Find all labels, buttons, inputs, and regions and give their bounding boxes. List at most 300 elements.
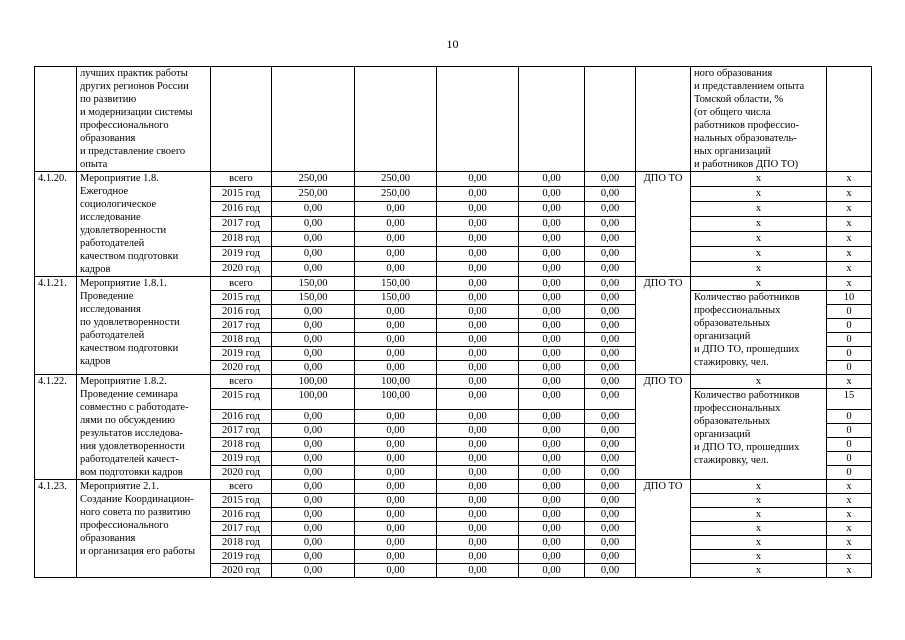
value-other: 0,00: [585, 536, 636, 550]
value-federal: 100,00: [355, 389, 437, 410]
block-name-line: совместно с работодате-: [80, 402, 189, 413]
continuation-indicator: [691, 67, 827, 172]
value-federal: 0,00: [355, 424, 437, 438]
value-other: 0,00: [585, 361, 636, 375]
year-cell: 2016 год: [211, 508, 272, 522]
value-regional: 0,00: [437, 347, 519, 361]
value-federal: 0,00: [355, 522, 437, 536]
continuation-row: [35, 67, 872, 172]
value-local: 0,00: [519, 389, 585, 410]
value-regional: 0,00: [437, 305, 519, 319]
value-other: 0,00: [585, 438, 636, 452]
value-federal: 150,00: [355, 291, 437, 305]
value-regional: 0,00: [437, 438, 519, 452]
indicator-value: 0: [827, 347, 872, 361]
block-number: 4.1.21.: [35, 277, 77, 375]
value-federal: 0,00: [355, 508, 437, 522]
executor-cell: ДПО ТО: [636, 277, 691, 375]
value-total: 0,00: [272, 550, 355, 564]
value-local: 0,00: [519, 536, 585, 550]
value-local: 0,00: [519, 319, 585, 333]
value-federal: 0,00: [355, 262, 437, 277]
block-name-line: Создание Координацион-: [80, 494, 194, 505]
block-name-line: результатов исследова-: [80, 428, 184, 439]
value-total: 0,00: [272, 319, 355, 333]
continuation-cell: [585, 67, 636, 172]
indicator-line: стажировку, чел.: [694, 357, 769, 368]
year-cell: 2018 год: [211, 536, 272, 550]
value-total: 0,00: [272, 361, 355, 375]
value-local: 0,00: [519, 361, 585, 375]
indicator-cell: x: [691, 564, 827, 578]
indicator-value: x: [827, 480, 872, 494]
value-other: 0,00: [585, 466, 636, 480]
indicator-line: Количество работников: [694, 292, 800, 303]
value-local: 0,00: [519, 508, 585, 522]
indicator-value: 0: [827, 452, 872, 466]
year-cell: 2016 год: [211, 410, 272, 424]
value-federal: 0,00: [355, 410, 437, 424]
indicator-value: x: [827, 247, 872, 262]
continuation-name-line: лучших практик работы: [80, 68, 188, 79]
year-cell: всего: [211, 277, 272, 291]
indicator-cell: x: [691, 172, 827, 187]
value-total: 0,00: [272, 564, 355, 578]
value-local: 0,00: [519, 277, 585, 291]
table-row: [35, 480, 872, 494]
value-regional: 0,00: [437, 202, 519, 217]
indicator-value: x: [827, 262, 872, 277]
indicator-cell: x: [691, 494, 827, 508]
year-cell: всего: [211, 172, 272, 187]
continuation-name-line: образования: [80, 133, 136, 144]
value-total: 0,00: [272, 522, 355, 536]
block-name-line: качеством подготовки: [80, 343, 179, 354]
indicator-line: и ДПО ТО, прошедших: [694, 344, 800, 355]
value-total: 150,00: [272, 277, 355, 291]
value-other: 0,00: [585, 319, 636, 333]
year-cell: 2017 год: [211, 217, 272, 232]
continuation-cell: [437, 67, 519, 172]
indicator-cell: x: [691, 247, 827, 262]
value-local: 0,00: [519, 564, 585, 578]
executor-cell: ДПО ТО: [636, 480, 691, 578]
continuation-indicator-line: Томской области, %: [694, 94, 784, 105]
continuation-indicator-line: ного образования: [694, 68, 773, 79]
year-cell: 2017 год: [211, 319, 272, 333]
indicator-value: 0: [827, 466, 872, 480]
indicator-value: 0: [827, 319, 872, 333]
value-regional: 0,00: [437, 172, 519, 187]
continuation-cell: [827, 67, 872, 172]
value-local: 0,00: [519, 424, 585, 438]
program-table: [34, 66, 872, 578]
year-cell: 2019 год: [211, 550, 272, 564]
block-name: [77, 277, 211, 375]
continuation-num: [35, 67, 77, 172]
block-name-line: вом подготовки кадров: [80, 467, 183, 478]
value-other: 0,00: [585, 187, 636, 202]
indicator-cell: x: [691, 187, 827, 202]
value-local: 0,00: [519, 410, 585, 424]
executor-cell: ДПО ТО: [636, 375, 691, 480]
value-total: 0,00: [272, 262, 355, 277]
year-cell: 2018 год: [211, 232, 272, 247]
block-name-line: лями по обсуждению: [80, 415, 176, 426]
value-other: 0,00: [585, 452, 636, 466]
indicator-value: 0: [827, 361, 872, 375]
indicator-value: x: [827, 172, 872, 187]
value-local: 0,00: [519, 452, 585, 466]
value-regional: 0,00: [437, 217, 519, 232]
table-body: [35, 67, 872, 578]
value-other: 0,00: [585, 262, 636, 277]
year-cell: 2020 год: [211, 564, 272, 578]
value-other: 0,00: [585, 172, 636, 187]
value-total: 0,00: [272, 217, 355, 232]
value-federal: 0,00: [355, 536, 437, 550]
continuation-cell: [636, 67, 691, 172]
value-local: 0,00: [519, 438, 585, 452]
value-local: 0,00: [519, 550, 585, 564]
year-cell: 2020 год: [211, 466, 272, 480]
indicator-line: организаций: [694, 429, 751, 440]
block-name-line: Мероприятие 1.8.2.: [80, 376, 167, 387]
value-total: 150,00: [272, 291, 355, 305]
indicator-value: x: [827, 232, 872, 247]
value-total: 0,00: [272, 347, 355, 361]
indicator-value: 10: [827, 291, 872, 305]
value-federal: 150,00: [355, 277, 437, 291]
block-name-line: Мероприятие 1.8.: [80, 173, 159, 184]
value-regional: 0,00: [437, 508, 519, 522]
continuation-name-line: и модернизации системы: [80, 107, 193, 118]
value-local: 0,00: [519, 291, 585, 305]
value-local: 0,00: [519, 333, 585, 347]
value-federal: 0,00: [355, 494, 437, 508]
indicator-value: 0: [827, 438, 872, 452]
year-cell: 2015 год: [211, 494, 272, 508]
indicator-value: x: [827, 187, 872, 202]
year-cell: 2019 год: [211, 247, 272, 262]
indicator-cell: x: [691, 536, 827, 550]
year-cell: 2019 год: [211, 452, 272, 466]
indicator-value: x: [827, 536, 872, 550]
continuation-cell: [519, 67, 585, 172]
value-total: 250,00: [272, 187, 355, 202]
indicator-cell: x: [691, 217, 827, 232]
value-regional: 0,00: [437, 375, 519, 389]
continuation-name-line: и представление своего: [80, 146, 186, 157]
block-name: [77, 480, 211, 578]
indicator-value: x: [827, 522, 872, 536]
value-other: 0,00: [585, 333, 636, 347]
indicator-line: образовательных: [694, 318, 771, 329]
value-other: 0,00: [585, 375, 636, 389]
value-total: 100,00: [272, 389, 355, 410]
value-other: 0,00: [585, 347, 636, 361]
value-federal: 0,00: [355, 438, 437, 452]
block-number: 4.1.23.: [35, 480, 77, 578]
block-name: [77, 375, 211, 480]
value-total: 100,00: [272, 375, 355, 389]
value-other: 0,00: [585, 424, 636, 438]
value-total: 250,00: [272, 172, 355, 187]
value-other: 0,00: [585, 508, 636, 522]
value-regional: 0,00: [437, 319, 519, 333]
value-total: 0,00: [272, 480, 355, 494]
indicator-line: профессиональных: [694, 305, 781, 316]
value-regional: 0,00: [437, 187, 519, 202]
value-federal: 0,00: [355, 550, 437, 564]
value-federal: 0,00: [355, 217, 437, 232]
year-cell: 2015 год: [211, 389, 272, 410]
year-cell: 2017 год: [211, 522, 272, 536]
indicator-value: x: [827, 564, 872, 578]
value-other: 0,00: [585, 410, 636, 424]
indicator-value: x: [827, 550, 872, 564]
year-cell: 2019 год: [211, 347, 272, 361]
block-name-line: Мероприятие 1.8.1.: [80, 278, 167, 289]
continuation-name-line: по развитию: [80, 94, 137, 105]
indicator-value: 0: [827, 410, 872, 424]
value-regional: 0,00: [437, 232, 519, 247]
value-federal: 0,00: [355, 232, 437, 247]
value-total: 0,00: [272, 305, 355, 319]
value-federal: 0,00: [355, 202, 437, 217]
value-federal: 0,00: [355, 466, 437, 480]
indicator-cell: x: [691, 522, 827, 536]
value-regional: 0,00: [437, 536, 519, 550]
year-cell: всего: [211, 480, 272, 494]
indicator-cell: x: [691, 262, 827, 277]
indicator-value: 0: [827, 333, 872, 347]
value-federal: 0,00: [355, 333, 437, 347]
indicator-line: организаций: [694, 331, 751, 342]
value-federal: 250,00: [355, 172, 437, 187]
value-regional: 0,00: [437, 550, 519, 564]
continuation-name-line: профессионального: [80, 120, 169, 131]
value-local: 0,00: [519, 217, 585, 232]
value-total: 0,00: [272, 410, 355, 424]
table-row: [35, 277, 872, 291]
indicator-cell: x: [691, 375, 827, 389]
indicator-value: x: [827, 217, 872, 232]
value-other: 0,00: [585, 291, 636, 305]
block-name-line: работодателей: [80, 238, 145, 249]
block-name-line: качеством подготовки: [80, 251, 179, 262]
value-regional: 0,00: [437, 410, 519, 424]
value-other: 0,00: [585, 247, 636, 262]
continuation-indicator-line: и работников ДПО ТО): [694, 159, 799, 170]
value-regional: 0,00: [437, 452, 519, 466]
block-name-line: профессионального: [80, 520, 169, 531]
block-name-line: социологическое: [80, 199, 157, 210]
indicator-line: Количество работников: [694, 390, 800, 401]
value-regional: 0,00: [437, 333, 519, 347]
value-regional: 0,00: [437, 480, 519, 494]
value-local: 0,00: [519, 247, 585, 262]
value-federal: 0,00: [355, 564, 437, 578]
value-total: 0,00: [272, 508, 355, 522]
value-regional: 0,00: [437, 277, 519, 291]
value-other: 0,00: [585, 480, 636, 494]
value-regional: 0,00: [437, 247, 519, 262]
value-other: 0,00: [585, 305, 636, 319]
block-name-line: Ежегодное: [80, 186, 129, 197]
block-name-line: кадров: [80, 264, 111, 275]
indicator-cell: x: [691, 550, 827, 564]
value-total: 0,00: [272, 202, 355, 217]
value-federal: 0,00: [355, 319, 437, 333]
value-federal: 0,00: [355, 361, 437, 375]
value-other: 0,00: [585, 494, 636, 508]
value-federal: 0,00: [355, 452, 437, 466]
indicator-cell: x: [691, 202, 827, 217]
continuation-name: [77, 67, 211, 172]
continuation-name-line: других регионов России: [80, 81, 189, 92]
block-name-line: исследование: [80, 212, 141, 223]
year-cell: 2016 год: [211, 202, 272, 217]
value-total: 0,00: [272, 452, 355, 466]
value-total: 0,00: [272, 466, 355, 480]
value-regional: 0,00: [437, 262, 519, 277]
indicator-value: 0: [827, 424, 872, 438]
block-name-line: по удовлетворенности: [80, 317, 180, 328]
block-name-line: Мероприятие 2.1.: [80, 481, 159, 492]
value-total: 0,00: [272, 438, 355, 452]
value-local: 0,00: [519, 375, 585, 389]
value-other: 0,00: [585, 522, 636, 536]
year-cell: 2020 год: [211, 262, 272, 277]
value-local: 0,00: [519, 522, 585, 536]
indicator-value: x: [827, 202, 872, 217]
indicator-value: x: [827, 494, 872, 508]
block-name-line: удовлетворенности: [80, 225, 167, 236]
value-local: 0,00: [519, 172, 585, 187]
indicator-value: 15: [827, 389, 872, 410]
value-other: 0,00: [585, 277, 636, 291]
executor-cell: ДПО ТО: [636, 172, 691, 277]
table-row: [35, 375, 872, 389]
indicator-text: [691, 389, 827, 480]
value-regional: 0,00: [437, 522, 519, 536]
value-regional: 0,00: [437, 564, 519, 578]
block-number: 4.1.20.: [35, 172, 77, 277]
value-regional: 0,00: [437, 424, 519, 438]
value-local: 0,00: [519, 347, 585, 361]
block-number: 4.1.22.: [35, 375, 77, 480]
indicator-line: стажировку, чел.: [694, 455, 769, 466]
page-number: 10: [446, 37, 459, 51]
year-cell: 2017 год: [211, 424, 272, 438]
value-other: 0,00: [585, 232, 636, 247]
indicator-text: [691, 291, 827, 375]
value-federal: 250,00: [355, 187, 437, 202]
value-regional: 0,00: [437, 291, 519, 305]
value-local: 0,00: [519, 187, 585, 202]
year-cell: всего: [211, 375, 272, 389]
year-cell: 2015 год: [211, 291, 272, 305]
value-other: 0,00: [585, 202, 636, 217]
value-total: 0,00: [272, 232, 355, 247]
value-other: 0,00: [585, 550, 636, 564]
year-cell: 2015 год: [211, 187, 272, 202]
year-cell: 2016 год: [211, 305, 272, 319]
table-row: [35, 172, 872, 187]
block-name-line: кадров: [80, 356, 111, 367]
continuation-name-line: опыта: [80, 159, 108, 170]
indicator-line: профессиональных: [694, 403, 781, 414]
year-cell: 2018 год: [211, 438, 272, 452]
indicator-value: x: [827, 277, 872, 291]
indicator-value: 0: [827, 305, 872, 319]
continuation-cell: [355, 67, 437, 172]
continuation-indicator-line: ных организаций: [694, 146, 771, 157]
value-regional: 0,00: [437, 466, 519, 480]
value-local: 0,00: [519, 480, 585, 494]
value-local: 0,00: [519, 262, 585, 277]
indicator-value: x: [827, 375, 872, 389]
value-total: 0,00: [272, 247, 355, 262]
value-regional: 0,00: [437, 389, 519, 410]
value-federal: 0,00: [355, 247, 437, 262]
year-cell: 2018 год: [211, 333, 272, 347]
block-name-line: Проведение: [80, 291, 134, 302]
block-name-line: работодателей: [80, 330, 145, 341]
value-federal: 0,00: [355, 480, 437, 494]
value-regional: 0,00: [437, 361, 519, 375]
continuation-cell: [272, 67, 355, 172]
continuation-cell: [211, 67, 272, 172]
indicator-cell: x: [691, 508, 827, 522]
value-other: 0,00: [585, 217, 636, 232]
value-total: 0,00: [272, 494, 355, 508]
value-local: 0,00: [519, 305, 585, 319]
indicator-line: и ДПО ТО, прошедших: [694, 442, 800, 453]
continuation-indicator-line: (от общего числа: [694, 107, 771, 118]
value-federal: 0,00: [355, 347, 437, 361]
block-name-line: Проведение семинара: [80, 389, 178, 400]
continuation-indicator-line: и представлением опыта: [694, 81, 805, 92]
block-name-line: ного совета по развитию: [80, 507, 191, 518]
indicator-cell: x: [691, 480, 827, 494]
block-name-line: образования: [80, 533, 136, 544]
indicator-cell: x: [691, 277, 827, 291]
block-name-line: исследования: [80, 304, 141, 315]
value-federal: 100,00: [355, 375, 437, 389]
block-name-line: и организация его работы: [80, 546, 196, 557]
value-other: 0,00: [585, 564, 636, 578]
value-other: 0,00: [585, 389, 636, 410]
year-cell: 2020 год: [211, 361, 272, 375]
value-total: 0,00: [272, 333, 355, 347]
indicator-cell: x: [691, 232, 827, 247]
block-name-line: ния удовлетворенности: [80, 441, 185, 452]
block-name-line: работодателей качест-: [80, 454, 180, 465]
value-local: 0,00: [519, 202, 585, 217]
indicator-line: образовательных: [694, 416, 771, 427]
continuation-indicator-line: нальных образователь-: [694, 133, 797, 144]
value-regional: 0,00: [437, 494, 519, 508]
value-local: 0,00: [519, 466, 585, 480]
block-name: [77, 172, 211, 277]
value-federal: 0,00: [355, 305, 437, 319]
value-total: 0,00: [272, 536, 355, 550]
indicator-value: x: [827, 508, 872, 522]
value-local: 0,00: [519, 494, 585, 508]
value-total: 0,00: [272, 424, 355, 438]
